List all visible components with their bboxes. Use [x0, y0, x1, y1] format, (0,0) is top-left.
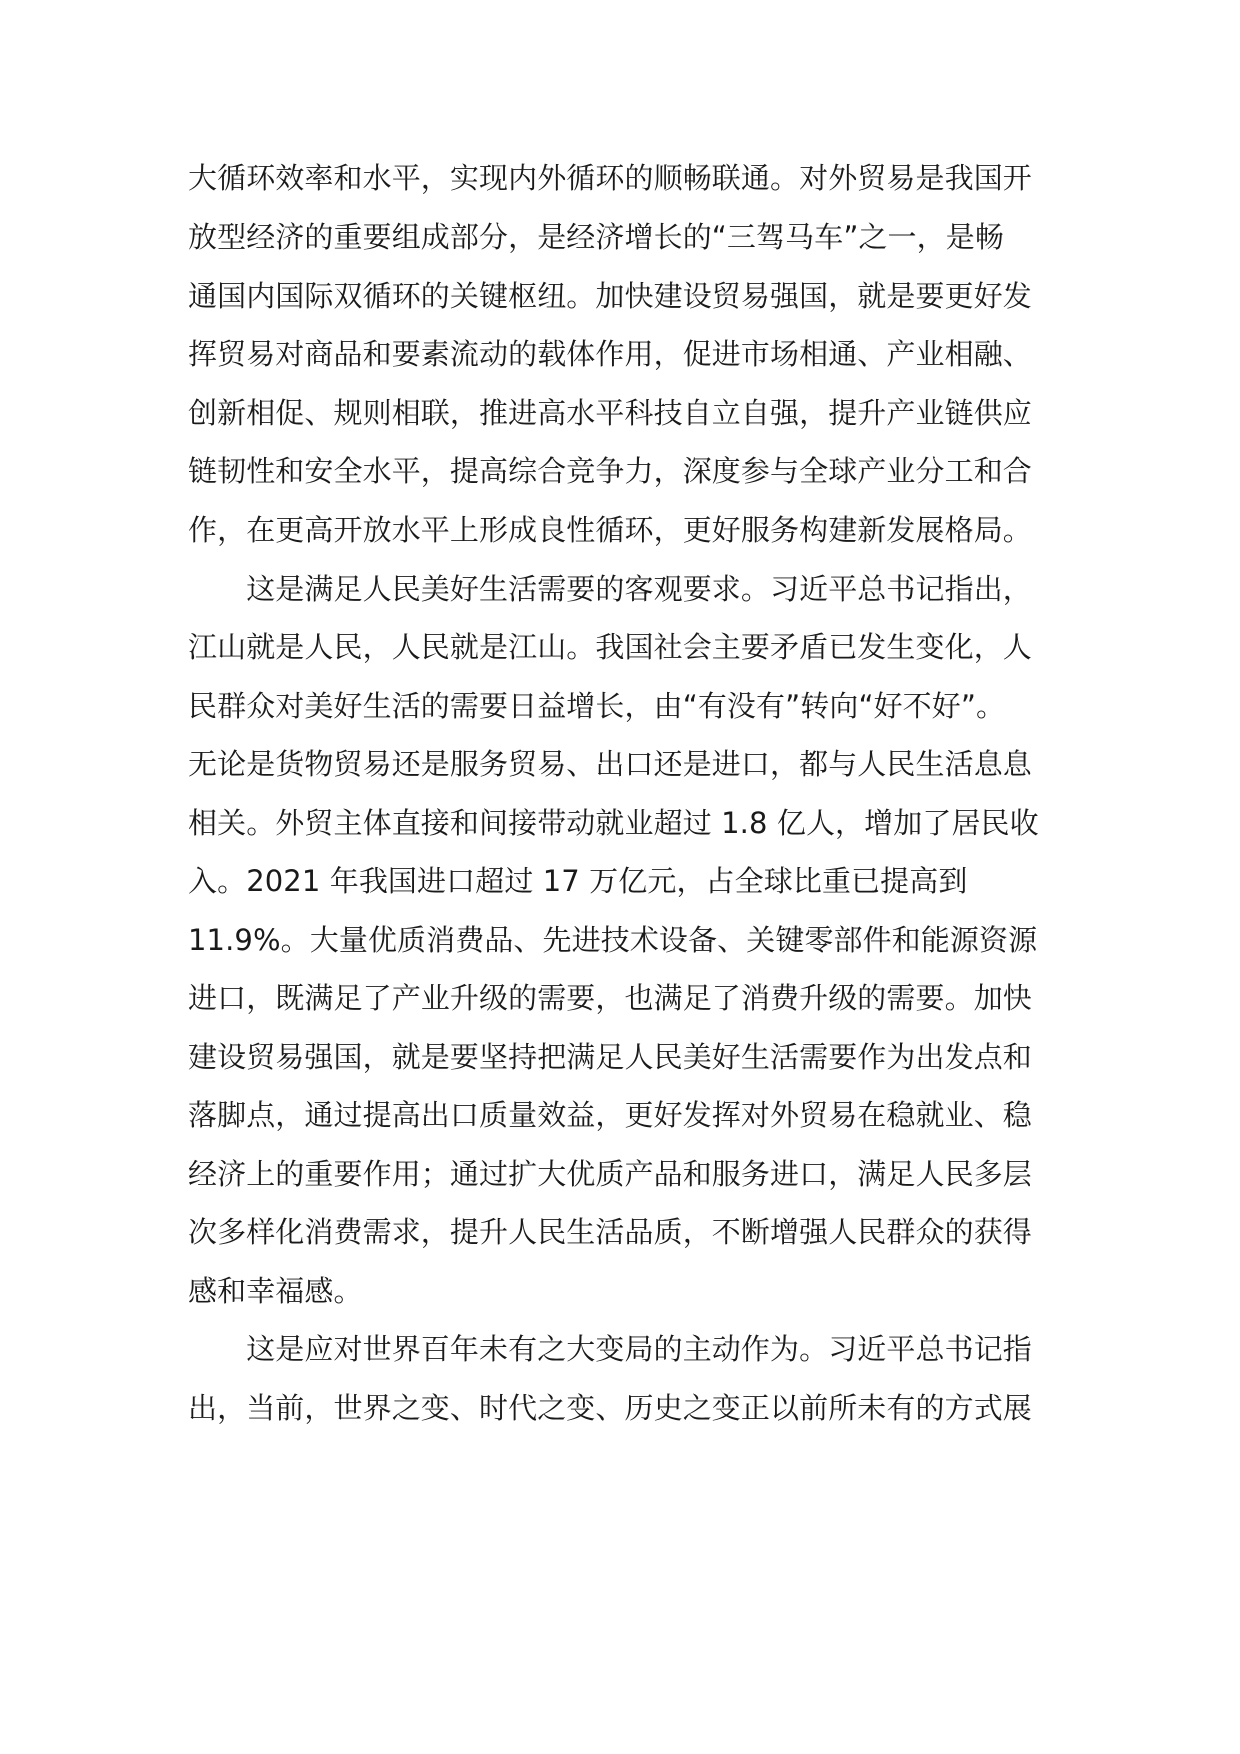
text-line: 进口，既满足了产业升级的需要，也满足了消费升级的需要。加快 — [188, 981, 1032, 1015]
text-line: 建设贸易强国，就是要坚持把满足人民美好生活需要作为出发点和 — [188, 1040, 1032, 1074]
text-line: 次多样化消费需求，提升人民生活品质，不断增强人民群众的获得 — [188, 1215, 1032, 1249]
paragraph-start-line: 这是应对世界百年未有之大变局的主动作为。习近平总书记指 — [188, 1332, 1032, 1366]
text-line: 相关。外贸主体直接和间接带动就业超过 1.8 亿人，增加了居民收 — [188, 806, 1039, 840]
text-line: 感和幸福感。 — [188, 1274, 363, 1308]
text-line: 作，在更高开放水平上形成良性循环，更好服务构建新发展格局。 — [188, 513, 1032, 547]
text-line: 出，当前，世界之变、时代之变、历史之变正以前所未有的方式展 — [188, 1391, 1032, 1425]
text-line: 挥贸易对商品和要素流动的载体作用，促进市场相通、产业相融、 — [188, 337, 1032, 371]
text-line: 无论是货物贸易还是服务贸易、出口还是进口，都与人民生活息息 — [188, 747, 1032, 781]
text-line: 民群众对美好生活的需要日益增长，由“有没有”转向“好不好”。 — [188, 689, 1006, 723]
text-line: 入。2021 年我国进口超过 17 万亿元，占全球比重已提高到 — [188, 864, 968, 898]
text-line: 江山就是人民，人民就是江山。我国社会主要矛盾已发生变化，人 — [188, 630, 1032, 664]
text-line: 经济上的重要作用；通过扩大优质产品和服务进口，满足人民多层 — [188, 1157, 1032, 1191]
text-line: 大循环效率和水平，实现内外循环的顺畅联通。对外贸易是我国开 — [188, 161, 1032, 195]
text-line: 落脚点，通过提高出口质量效益，更好发挥对外贸易在稳就业、稳 — [188, 1098, 1032, 1132]
text-line: 通国内国际双循环的关键枢纽。加快建设贸易强国，就是要更好发 — [188, 279, 1032, 313]
text-line: 11.9%。大量优质消费品、先进技术设备、关键零部件和能源资源 — [188, 923, 1038, 957]
text-line: 链韧性和安全水平，提高综合竞争力，深度参与全球产业分工和合 — [188, 454, 1032, 488]
text-line: 创新相促、规则相联，推进高水平科技自立自强，提升产业链供应 — [188, 396, 1032, 430]
text-line: 放型经济的重要组成部分，是经济增长的“三驾马车”之一，是畅 — [188, 220, 1004, 254]
paragraph-start-line: 这是满足人民美好生活需要的客观要求。习近平总书记指出， — [188, 572, 1032, 606]
